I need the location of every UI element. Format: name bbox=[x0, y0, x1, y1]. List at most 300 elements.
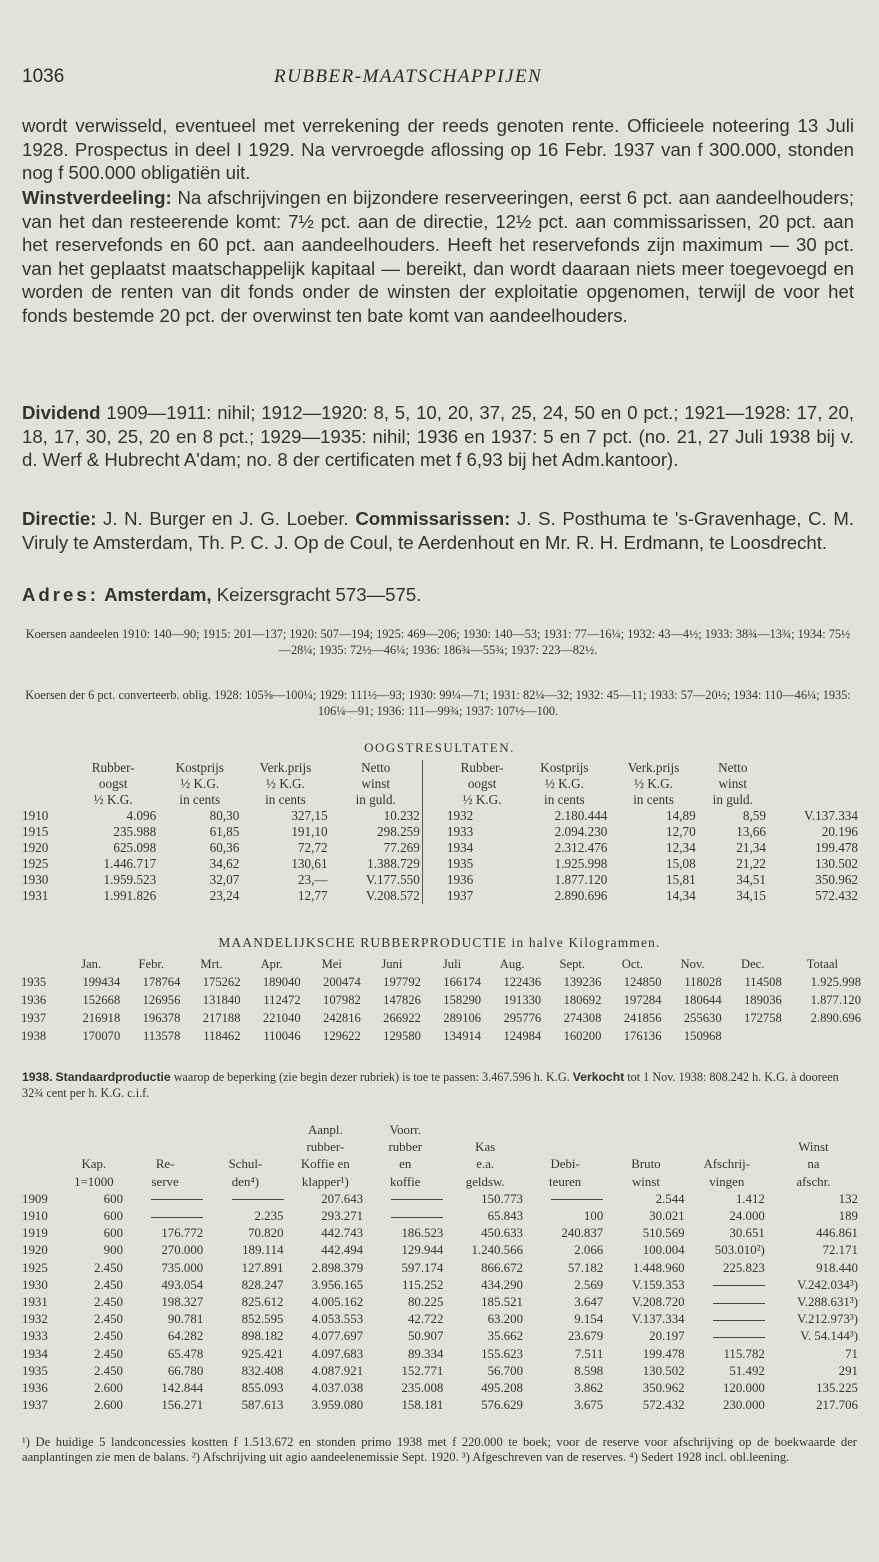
balans-cell: 225.823 bbox=[722, 1260, 765, 1275]
balans-header-cell bbox=[687, 1139, 767, 1156]
balans-cell: 2.450 bbox=[94, 1329, 124, 1344]
oogst-cell: 1915 bbox=[22, 824, 49, 839]
maand-header-cell: Nov. bbox=[680, 957, 705, 971]
dash-mark bbox=[713, 1337, 765, 1338]
maand-header-cell: Oct. bbox=[621, 957, 644, 971]
oogst-cell: 4.096 bbox=[126, 808, 157, 823]
balans-header-cell bbox=[20, 1122, 63, 1139]
oogst-header-cell: ½ K.G. bbox=[634, 776, 673, 791]
balans-row bbox=[20, 1242, 860, 1259]
maand-cell: 129622 bbox=[323, 1029, 361, 1043]
balans-cell: 56.700 bbox=[487, 1363, 524, 1378]
dash-mark bbox=[713, 1303, 765, 1304]
balans-cell: 152.771 bbox=[401, 1363, 444, 1378]
balans-cell: 4.087.921 bbox=[311, 1363, 364, 1378]
balans-header-cell bbox=[525, 1139, 605, 1156]
balans-cell: 132 bbox=[838, 1191, 858, 1206]
balans-cell: 2.600 bbox=[94, 1398, 124, 1413]
oogst-cell: V.177.550 bbox=[365, 872, 420, 887]
balans-cell: 198.327 bbox=[161, 1295, 204, 1310]
oogst-cell: 77.269 bbox=[383, 840, 420, 855]
dash-mark bbox=[551, 1199, 603, 1200]
balans-cell: 89.334 bbox=[407, 1346, 444, 1361]
oogst-header-cell: in cents bbox=[633, 792, 674, 807]
oogst-header-row bbox=[20, 792, 860, 808]
balans-header-cell bbox=[445, 1122, 525, 1139]
oogst-divider bbox=[422, 792, 445, 808]
oogst-divider bbox=[422, 840, 445, 856]
oogst-cell: 298.259 bbox=[377, 824, 420, 839]
dash-mark bbox=[713, 1285, 765, 1286]
oogst-header-cell bbox=[20, 776, 68, 792]
oogst-cell: 1934 bbox=[446, 840, 474, 855]
balans-cell: 855.093 bbox=[241, 1381, 284, 1396]
balans-cell: 1910 bbox=[22, 1209, 48, 1224]
balans-cell: V.242.034³) bbox=[797, 1277, 858, 1292]
balans-cell: 1919 bbox=[22, 1226, 48, 1241]
maand-cell: 217188 bbox=[202, 1011, 241, 1025]
balans-cell: 115.252 bbox=[401, 1277, 444, 1292]
balans-row bbox=[20, 1363, 860, 1380]
balans-cell: 1931 bbox=[22, 1295, 48, 1310]
oogst-divider bbox=[422, 888, 445, 904]
balans-cell: 587.613 bbox=[241, 1398, 284, 1413]
oogst-cell: 32,07 bbox=[209, 872, 240, 887]
maand-cell: 172758 bbox=[744, 1011, 782, 1025]
balans-header-cell: e.a. bbox=[476, 1157, 495, 1172]
oogst-cell: 72,72 bbox=[297, 840, 328, 855]
maand-header-row bbox=[20, 955, 862, 973]
balans-cell: 1936 bbox=[22, 1381, 48, 1396]
winstverdeeling-label: Winstverdeeling: bbox=[22, 187, 172, 208]
balans-cell: 63.200 bbox=[487, 1312, 524, 1327]
maand-cell: 196378 bbox=[142, 1011, 181, 1025]
oogst-cell: 14,34 bbox=[666, 888, 696, 903]
balans-cell bbox=[687, 1328, 767, 1345]
maand-cell: 1.877.120 bbox=[810, 993, 861, 1007]
oogst-cell: 1930 bbox=[22, 872, 49, 887]
balans-header-cell: klapper¹) bbox=[301, 1174, 349, 1189]
balans-header-cell: serve bbox=[151, 1174, 179, 1189]
oogst-cell: 1.991.826 bbox=[103, 888, 157, 903]
dividend-paragraph bbox=[22, 401, 854, 472]
maand-cell bbox=[783, 1027, 862, 1045]
oogst-header-cell: Rubber- bbox=[460, 760, 504, 775]
oogst-cell: 60,36 bbox=[209, 840, 240, 855]
balans-cell: 71 bbox=[845, 1346, 858, 1361]
oogst-row bbox=[20, 872, 860, 888]
balans-header-cell: Re- bbox=[155, 1157, 175, 1172]
maand-cell: 289106 bbox=[443, 1011, 482, 1025]
oogst-header-cell: Kostprijs bbox=[175, 760, 224, 775]
oogst-header-cell: oogst bbox=[98, 776, 128, 791]
balans-cell: 2.450 bbox=[94, 1312, 124, 1327]
oogst-divider bbox=[422, 776, 445, 792]
balans-header-cell: Schul- bbox=[228, 1157, 263, 1172]
balans-cell: V.212.973³) bbox=[797, 1312, 858, 1327]
oogst-header-cell: oogst bbox=[467, 776, 497, 791]
balans-cell: 1925 bbox=[22, 1260, 48, 1275]
oogst-cell: 34,15 bbox=[736, 888, 766, 903]
balans-header-row bbox=[20, 1122, 860, 1139]
page-header bbox=[22, 66, 857, 92]
oogst-header-cell: in cents bbox=[544, 792, 585, 807]
balans-header-cell: rubber- bbox=[306, 1140, 345, 1155]
balans-cell: 4.037.038 bbox=[311, 1381, 364, 1396]
balans-cell: 600 bbox=[103, 1209, 124, 1224]
oogst-cell: 1936 bbox=[446, 872, 474, 887]
adres-label: Adres: bbox=[22, 584, 99, 605]
maand-cell: 255630 bbox=[683, 1011, 722, 1025]
oogst-cell: 12,70 bbox=[666, 824, 696, 839]
balans-cell: 4.053.553 bbox=[311, 1312, 364, 1327]
oogst-cell: 80,30 bbox=[209, 808, 240, 823]
balans-header-cell bbox=[605, 1122, 686, 1139]
maand-cell: 124984 bbox=[503, 1029, 542, 1043]
balans-cell: 80.225 bbox=[407, 1295, 444, 1310]
maand-cell: 175262 bbox=[202, 975, 241, 989]
balans-cell: 127.891 bbox=[241, 1260, 284, 1275]
balans-cell: 70.820 bbox=[248, 1226, 284, 1241]
balans-cell: 1932 bbox=[22, 1312, 48, 1327]
maand-cell: 2.890.696 bbox=[810, 1011, 861, 1025]
maand-cell: 180692 bbox=[563, 993, 602, 1007]
directie-text bbox=[22, 507, 854, 554]
oogst-cell: 10.232 bbox=[383, 808, 420, 823]
balans-cell: 235.008 bbox=[401, 1381, 444, 1396]
balans-cell: 207.643 bbox=[321, 1191, 364, 1206]
maand-cell: 147826 bbox=[383, 993, 421, 1007]
balans-header-cell bbox=[125, 1122, 205, 1139]
maand-cell: 200474 bbox=[323, 975, 361, 989]
balans-cell: 2.450 bbox=[94, 1260, 124, 1275]
maand-cell: 178764 bbox=[142, 975, 181, 989]
directie-paragraph bbox=[22, 507, 854, 554]
balans-cell: 142.844 bbox=[161, 1381, 204, 1396]
oogst-header-cell: in guld. bbox=[355, 792, 396, 807]
balans-cell: 442.743 bbox=[321, 1226, 364, 1241]
balans-cell: V.208.720 bbox=[631, 1295, 685, 1310]
balans-header-cell bbox=[205, 1139, 285, 1156]
standaard-text: waarop de beperking (zie begin dezer rubriek) is toe te passen: 3.467.596 h. K.G. bbox=[170, 1070, 573, 1084]
commissarissen-label: Commissarissen: bbox=[355, 508, 511, 529]
balans-header-row bbox=[20, 1139, 860, 1156]
balans-cell: 446.861 bbox=[816, 1226, 858, 1241]
balans-cell bbox=[687, 1277, 767, 1294]
footnotes: ¹) De huidige 5 landconcessies kostten f 1.513.672 en stonden primo 1938 met f 220.000 te boek; voor de reserve voor afschrijving op de boekwaarde der aanplantingen zie men de balans. ²) Afschrijving uit agio aandeelenemissie Sept. 1920. ³) Afgeschreven van de reserves. ⁴) Sedert 1928 incl. obl.leening. bbox=[22, 1435, 857, 1465]
balans-header-cell: na bbox=[807, 1157, 820, 1172]
maand-cell: 1936 bbox=[21, 993, 47, 1007]
dash-mark bbox=[391, 1217, 443, 1218]
balans-cell: 42.722 bbox=[407, 1312, 444, 1327]
adres-body: Keizersgracht 573—575. bbox=[211, 584, 422, 605]
balans-cell: 30.021 bbox=[649, 1209, 685, 1224]
balans-header-cell: Bruto bbox=[631, 1157, 661, 1172]
oogst-cell: 1935 bbox=[446, 856, 474, 871]
maand-cell: 221040 bbox=[262, 1011, 301, 1025]
intro-text: wordt verwisseld, eventueel met verrekening der reeds genoten rente. Officieele noteering 13 Juli 1928. Prospectus in deel I 1929. Na vervroegde aflossing op 16 Febr. 1937 van f 300.000, stonden nog f 500.000 obligatiën uit. bbox=[22, 115, 854, 184]
balans-cell: V.137.334 bbox=[631, 1312, 685, 1327]
balans-cell bbox=[365, 1208, 445, 1225]
balans-header-cell bbox=[525, 1122, 605, 1139]
balans-header-cell: Kap. bbox=[81, 1157, 107, 1172]
balans-header-cell: winst bbox=[631, 1174, 660, 1189]
balans-cell: 1930 bbox=[22, 1277, 48, 1292]
dividend-label: Dividend bbox=[22, 402, 101, 423]
oogst-header-cell: Verk.prijs bbox=[259, 760, 312, 775]
balans-header-cell: Koffie en bbox=[300, 1157, 350, 1172]
balans-cell: 3.647 bbox=[574, 1295, 604, 1310]
maand-header-cell: Juli bbox=[442, 957, 462, 971]
balans-cell: 7.511 bbox=[574, 1346, 604, 1361]
oogst-header-cell: ½ K.G. bbox=[544, 776, 584, 791]
maand-cell: 189036 bbox=[744, 993, 782, 1007]
oogst-cell: 8,59 bbox=[742, 808, 766, 823]
oogst-header-cell: ½ K.G. bbox=[462, 792, 502, 807]
oogst-cell: 1933 bbox=[446, 824, 474, 839]
oogst-cell: 12,34 bbox=[666, 840, 696, 855]
oogst-cell: 1.877.120 bbox=[554, 872, 608, 887]
balans-cell: 493.054 bbox=[161, 1277, 204, 1292]
balans-cell bbox=[687, 1311, 767, 1328]
balans-header-cell bbox=[63, 1139, 125, 1156]
balans-cell: 150.773 bbox=[481, 1191, 524, 1206]
balans-cell: 189 bbox=[838, 1209, 858, 1224]
oogst-row bbox=[20, 824, 860, 840]
maand-cell: 266922 bbox=[383, 1011, 421, 1025]
oogst-cell: 1931 bbox=[22, 888, 49, 903]
commissarissen-body: J. S. Posthuma te 's-Gravenhage, C. M. Viruly te Amsterdam, Th. P. C. J. Op de Coul, te Aerdenhout en Mr. R. H. Erdmann, te Loosdrecht. bbox=[22, 508, 854, 553]
maand-header-cell: Juni bbox=[381, 957, 403, 971]
maand-cell: 118028 bbox=[684, 975, 722, 989]
balans-cell: 185.521 bbox=[481, 1295, 524, 1310]
balans-cell bbox=[205, 1191, 285, 1208]
balans-cell: 66.780 bbox=[167, 1363, 204, 1378]
oogst-cell: 1.925.998 bbox=[554, 856, 608, 871]
balans-cell: 176.772 bbox=[161, 1226, 204, 1241]
balans-cell: 20.197 bbox=[649, 1329, 685, 1344]
oogst-header-row bbox=[20, 760, 860, 776]
balans-header-cell: rubber bbox=[388, 1140, 423, 1155]
oogst-cell: 15,81 bbox=[666, 872, 696, 887]
maand-cell: 134914 bbox=[443, 1029, 482, 1043]
balans-cell: 1.240.566 bbox=[471, 1243, 524, 1258]
dash-mark bbox=[391, 1199, 443, 1200]
directie-label: Directie: bbox=[22, 508, 97, 529]
oogst-row bbox=[20, 856, 860, 872]
maand-cell: 295776 bbox=[503, 1011, 542, 1025]
maand-cell: 150968 bbox=[683, 1029, 722, 1043]
balans-cell: 2.235 bbox=[254, 1209, 284, 1224]
maand-cell: 1937 bbox=[21, 1011, 47, 1025]
balans-cell: 735.000 bbox=[161, 1260, 204, 1275]
oogst-header-cell: in cents bbox=[265, 792, 306, 807]
oogst-cell: 15,08 bbox=[666, 856, 696, 871]
page-number: 1036 bbox=[22, 66, 65, 87]
balans-cell: 100.004 bbox=[642, 1243, 685, 1258]
balans-cell: 120.000 bbox=[722, 1381, 765, 1396]
maand-cell: 180644 bbox=[683, 993, 722, 1007]
oogst-cell: 61,85 bbox=[209, 824, 240, 839]
verkocht-text: tot 1 Nov. 1938: 808.242 h. K.G. à dooreen 32¾ cent per h. K.G. c.i.f. bbox=[22, 1070, 839, 1100]
balans-cell: 828.247 bbox=[241, 1277, 284, 1292]
oogst-header-cell: ½ K.G. bbox=[93, 792, 133, 807]
balans-cell: 918.440 bbox=[816, 1260, 858, 1275]
balans-header-cell: 1=1000 bbox=[74, 1174, 114, 1189]
balans-row bbox=[20, 1397, 860, 1414]
oogst-cell: 2.890.696 bbox=[554, 888, 608, 903]
oogst-cell: 130.502 bbox=[815, 856, 858, 871]
maand-header-cell: Febr. bbox=[138, 957, 165, 971]
oogst-divider bbox=[422, 808, 445, 824]
balans-row bbox=[20, 1328, 860, 1345]
balans-cell: 230.000 bbox=[722, 1398, 765, 1413]
balans-cell: 1.412 bbox=[735, 1191, 765, 1206]
oogst-divider bbox=[422, 760, 445, 776]
maand-cell: 241856 bbox=[623, 1011, 662, 1025]
balans-header-cell: teuren bbox=[549, 1174, 582, 1189]
balans-header-cell: koffie bbox=[389, 1174, 421, 1189]
maand-cell: 176136 bbox=[623, 1029, 662, 1043]
verkocht-label: Verkocht bbox=[572, 1070, 625, 1084]
maand-cell: 197792 bbox=[383, 975, 421, 989]
winstverdeeling-body: Na afschrijvingen en bijzondere reserveeringen, eerst 6 pct. aan aandeelhouders; van het dan resteerende komt: 7½ pct. aan de directie, 12½ pct. aan commissarissen, 20 pct. aan het reservefonds en 60 pct. aan aandeelhouders. Heeft het reservefonds zijn maximum — 30 pct. van het geplaatst maatschappelijk kapitaal — bereikt, dan wordt daaraan niets meer toegevoegd en worden de renten van dit fonds onder de winsten der exploitatie opgenomen, terwijl de voor het fonds bestemde 20 pct. der overwinst ten bate komt van aandeelhouders. bbox=[22, 187, 854, 326]
balans-cell: 24.000 bbox=[729, 1209, 765, 1224]
oogst-cell: 21,34 bbox=[736, 840, 766, 855]
balans-header-cell: vingen bbox=[709, 1174, 745, 1189]
balans-table bbox=[20, 1122, 860, 1414]
oogst-cell: 199.478 bbox=[815, 840, 858, 855]
balans-cell: 199.478 bbox=[642, 1346, 685, 1361]
oogst-cell: 1.959.523 bbox=[103, 872, 157, 887]
maand-row bbox=[20, 1027, 862, 1045]
balans-header-cell: en bbox=[399, 1157, 412, 1172]
oogst-cell: 1937 bbox=[446, 888, 474, 903]
standaard-label: Standaardproductie bbox=[55, 1070, 171, 1084]
balans-cell: 1935 bbox=[22, 1363, 48, 1378]
balans-cell: 510.569 bbox=[642, 1226, 685, 1241]
maand-row bbox=[20, 991, 862, 1009]
maand-cell: 124850 bbox=[623, 975, 662, 989]
oogst-cell: 130,61 bbox=[291, 856, 328, 871]
balans-cell: 1937 bbox=[22, 1398, 48, 1413]
balans-cell: 240.837 bbox=[561, 1226, 604, 1241]
oogst-cell: 14,89 bbox=[666, 808, 696, 823]
balans-cell: 3.862 bbox=[574, 1381, 604, 1396]
balans-cell bbox=[687, 1294, 767, 1311]
balans-header-cell bbox=[605, 1139, 686, 1156]
balans-header-cell bbox=[687, 1122, 767, 1139]
balans-cell: 3.675 bbox=[574, 1398, 604, 1413]
balans-header-cell bbox=[20, 1139, 63, 1156]
oogst-header-row bbox=[20, 776, 860, 792]
oogst-row bbox=[20, 808, 860, 824]
balans-cell: 3.959.080 bbox=[311, 1398, 364, 1413]
maand-cell: 131840 bbox=[202, 993, 241, 1007]
balans-cell: 597.174 bbox=[401, 1260, 444, 1275]
maand-header-cell: Apr. bbox=[260, 957, 283, 971]
oogst-row bbox=[20, 888, 860, 904]
balans-cell: 350.962 bbox=[642, 1381, 685, 1396]
oogst-cell: 34,62 bbox=[209, 856, 240, 871]
maand-cell: 170070 bbox=[82, 1029, 121, 1043]
balans-cell: 64.282 bbox=[167, 1329, 204, 1344]
balans-cell: 503.010²) bbox=[714, 1243, 765, 1258]
maand-header-cell: Mei bbox=[321, 957, 342, 971]
balans-cell: 450.633 bbox=[481, 1226, 524, 1241]
balans-cell: 155.623 bbox=[481, 1346, 524, 1361]
maand-cell bbox=[723, 1027, 783, 1045]
balans-cell bbox=[125, 1208, 205, 1225]
balans-cell: 825.612 bbox=[241, 1295, 284, 1310]
balans-header-cell bbox=[20, 1156, 63, 1173]
oogst-cell: 12,77 bbox=[297, 888, 328, 903]
balans-cell: 65.843 bbox=[487, 1209, 524, 1224]
oogst-cell: 327,15 bbox=[291, 808, 328, 823]
maand-cell: 113578 bbox=[143, 1029, 181, 1043]
maandproductie-table bbox=[20, 955, 862, 1045]
balans-cell: V.288.631³) bbox=[797, 1295, 858, 1310]
balans-header-cell bbox=[125, 1139, 205, 1156]
adres-city: Amsterdam, bbox=[104, 584, 212, 605]
oogst-cell: 23,— bbox=[297, 872, 328, 887]
standaardproductie-note bbox=[22, 1070, 857, 1101]
balans-cell: 2.600 bbox=[94, 1381, 124, 1396]
balans-cell: 442.494 bbox=[321, 1243, 364, 1258]
maand-cell: 1.925.998 bbox=[810, 975, 861, 989]
maand-header-cell: Sept. bbox=[559, 957, 586, 971]
balans-cell: 129.944 bbox=[401, 1243, 444, 1258]
balans-cell: 2.569 bbox=[574, 1277, 604, 1292]
maand-header-cell: Aug. bbox=[499, 957, 525, 971]
dash-mark bbox=[713, 1320, 765, 1321]
balans-cell: V. 54.144³) bbox=[800, 1329, 858, 1344]
balans-cell: 925.421 bbox=[241, 1346, 284, 1361]
balans-cell: 1920 bbox=[22, 1243, 48, 1258]
maand-cell: 1935 bbox=[21, 975, 47, 989]
balans-cell: 576.629 bbox=[481, 1398, 524, 1413]
dash-mark bbox=[232, 1199, 284, 1200]
balans-cell: 291 bbox=[838, 1363, 858, 1378]
balans-cell: 23.679 bbox=[567, 1329, 604, 1344]
balans-row bbox=[20, 1311, 860, 1328]
oogst-cell: 1.388.729 bbox=[367, 856, 420, 871]
balans-cell: 72.171 bbox=[822, 1243, 858, 1258]
oogst-header-cell: Kostprijs bbox=[540, 760, 589, 775]
balans-cell: 35.662 bbox=[487, 1329, 524, 1344]
maand-cell: 166174 bbox=[443, 975, 482, 989]
balans-cell: 2.450 bbox=[94, 1363, 124, 1378]
balans-cell bbox=[125, 1191, 205, 1208]
balans-header-cell: Afschrij- bbox=[703, 1157, 750, 1172]
oogst-cell: 625.098 bbox=[113, 840, 157, 855]
maand-header-cell: Jan. bbox=[81, 957, 102, 971]
balans-header-cell: den⁴) bbox=[231, 1174, 260, 1189]
maand-cell: 216918 bbox=[82, 1011, 121, 1025]
balans-row bbox=[20, 1208, 860, 1225]
maand-cell: 129580 bbox=[383, 1029, 421, 1043]
balans-cell: 832.408 bbox=[241, 1363, 284, 1378]
balans-header-cell: Kas bbox=[475, 1140, 496, 1155]
balans-header-cell: Aanpl. bbox=[307, 1123, 343, 1137]
maand-cell: 274308 bbox=[563, 1011, 602, 1025]
maand-cell: 1938 bbox=[21, 1029, 47, 1043]
oogst-cell: 572.432 bbox=[815, 888, 858, 903]
balans-cell: 1933 bbox=[22, 1329, 48, 1344]
balans-cell: 3.956.165 bbox=[311, 1277, 364, 1292]
balans-cell: 90.781 bbox=[167, 1312, 204, 1327]
oogst-cell: 2.312.476 bbox=[554, 840, 608, 855]
